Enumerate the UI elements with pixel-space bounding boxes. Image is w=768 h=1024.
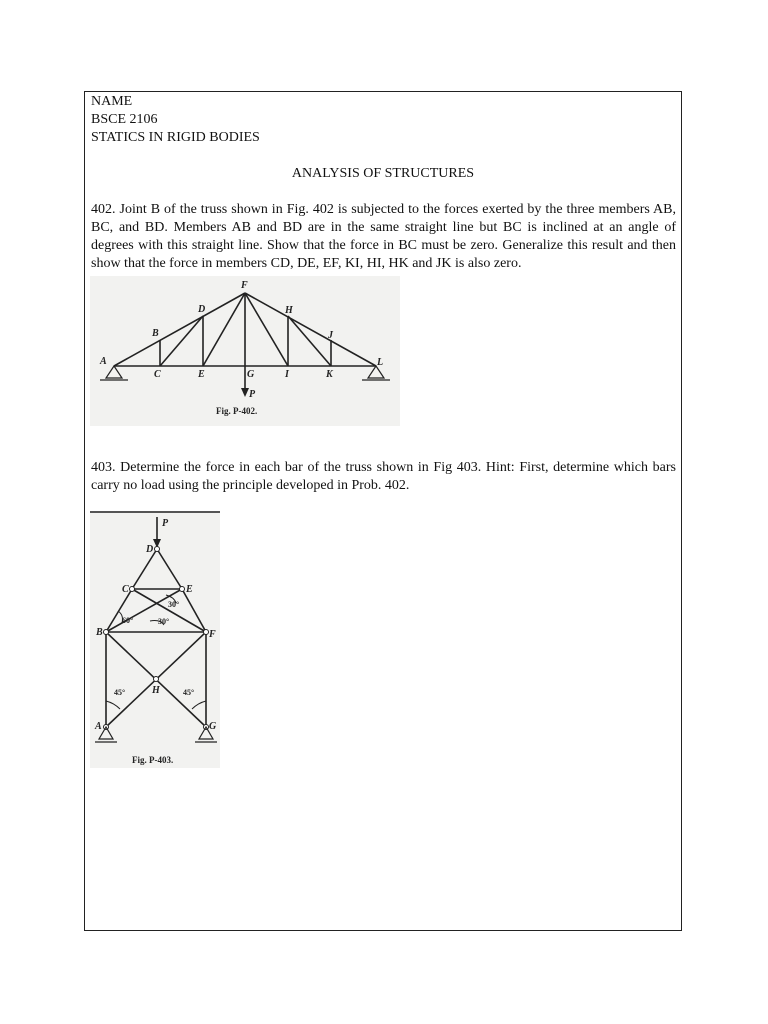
problem-403-text: 403. Determine the force in each bar of the truss shown in Fig 403. Hint: First, determine which bars carry no load using the principle developed in Prob. 402. (91, 460, 676, 493)
joint-label-d: D (198, 304, 206, 315)
subject-title: STATICS IN RIGID BODIES (91, 130, 260, 145)
joint-label-g: G (209, 721, 217, 732)
joint-label-h: H (285, 305, 293, 316)
figure-402-caption: Fig. P-402. (216, 406, 258, 416)
joint-label-l: L (377, 357, 384, 368)
joint-label-f: F (209, 629, 216, 640)
joint-label-e: E (186, 584, 193, 595)
load-label-p: P (162, 518, 169, 529)
section-title: ANALYSIS OF STRUCTURES (291, 166, 475, 181)
problem-402-text: 402. Joint B of the truss shown in Fig. 402 is subjected to the forces exerted by the three members AB, BC, and BD. Members AB and BD are in the same straight line but BC is inclined at an angle of degrees with this straight line. Show that the force in BC must be zero. Generalize this result and then show that the force in members CD, DE, EF, KI, HI, HK and JK is also zero. (91, 202, 676, 271)
angle-label-45-left: 45° (114, 688, 126, 697)
joint-label-b: B (96, 627, 103, 638)
figure-402 (90, 276, 400, 426)
course-code: BSCE 2106 (91, 112, 158, 127)
student-name-label: NAME (91, 94, 133, 109)
joint-label-k: K (326, 369, 333, 380)
angle-label-30-lower: 30° (158, 617, 170, 626)
joint-label-g: G (247, 369, 255, 380)
joint-label-b: B (152, 328, 159, 339)
load-label-p: P (249, 389, 256, 400)
joint-label-f: F (241, 280, 248, 291)
figure-403 (90, 511, 220, 768)
joint-label-e: E (198, 369, 205, 380)
angle-label-45-right: 45° (183, 688, 195, 697)
joint-label-c: C (122, 584, 129, 595)
angle-label-60: 60° (122, 616, 134, 625)
joint-label-d: D (146, 544, 154, 555)
figure-403-caption: Fig. P-403. (132, 755, 174, 765)
joint-label-c: C (154, 369, 161, 380)
joint-label-j: J (328, 330, 333, 341)
joint-label-a: A (95, 721, 102, 732)
angle-label-30-upper: 30° (168, 600, 180, 609)
joint-label-h: H (152, 685, 160, 696)
joint-label-i: I (285, 369, 289, 380)
joint-label-a: A (100, 356, 107, 367)
